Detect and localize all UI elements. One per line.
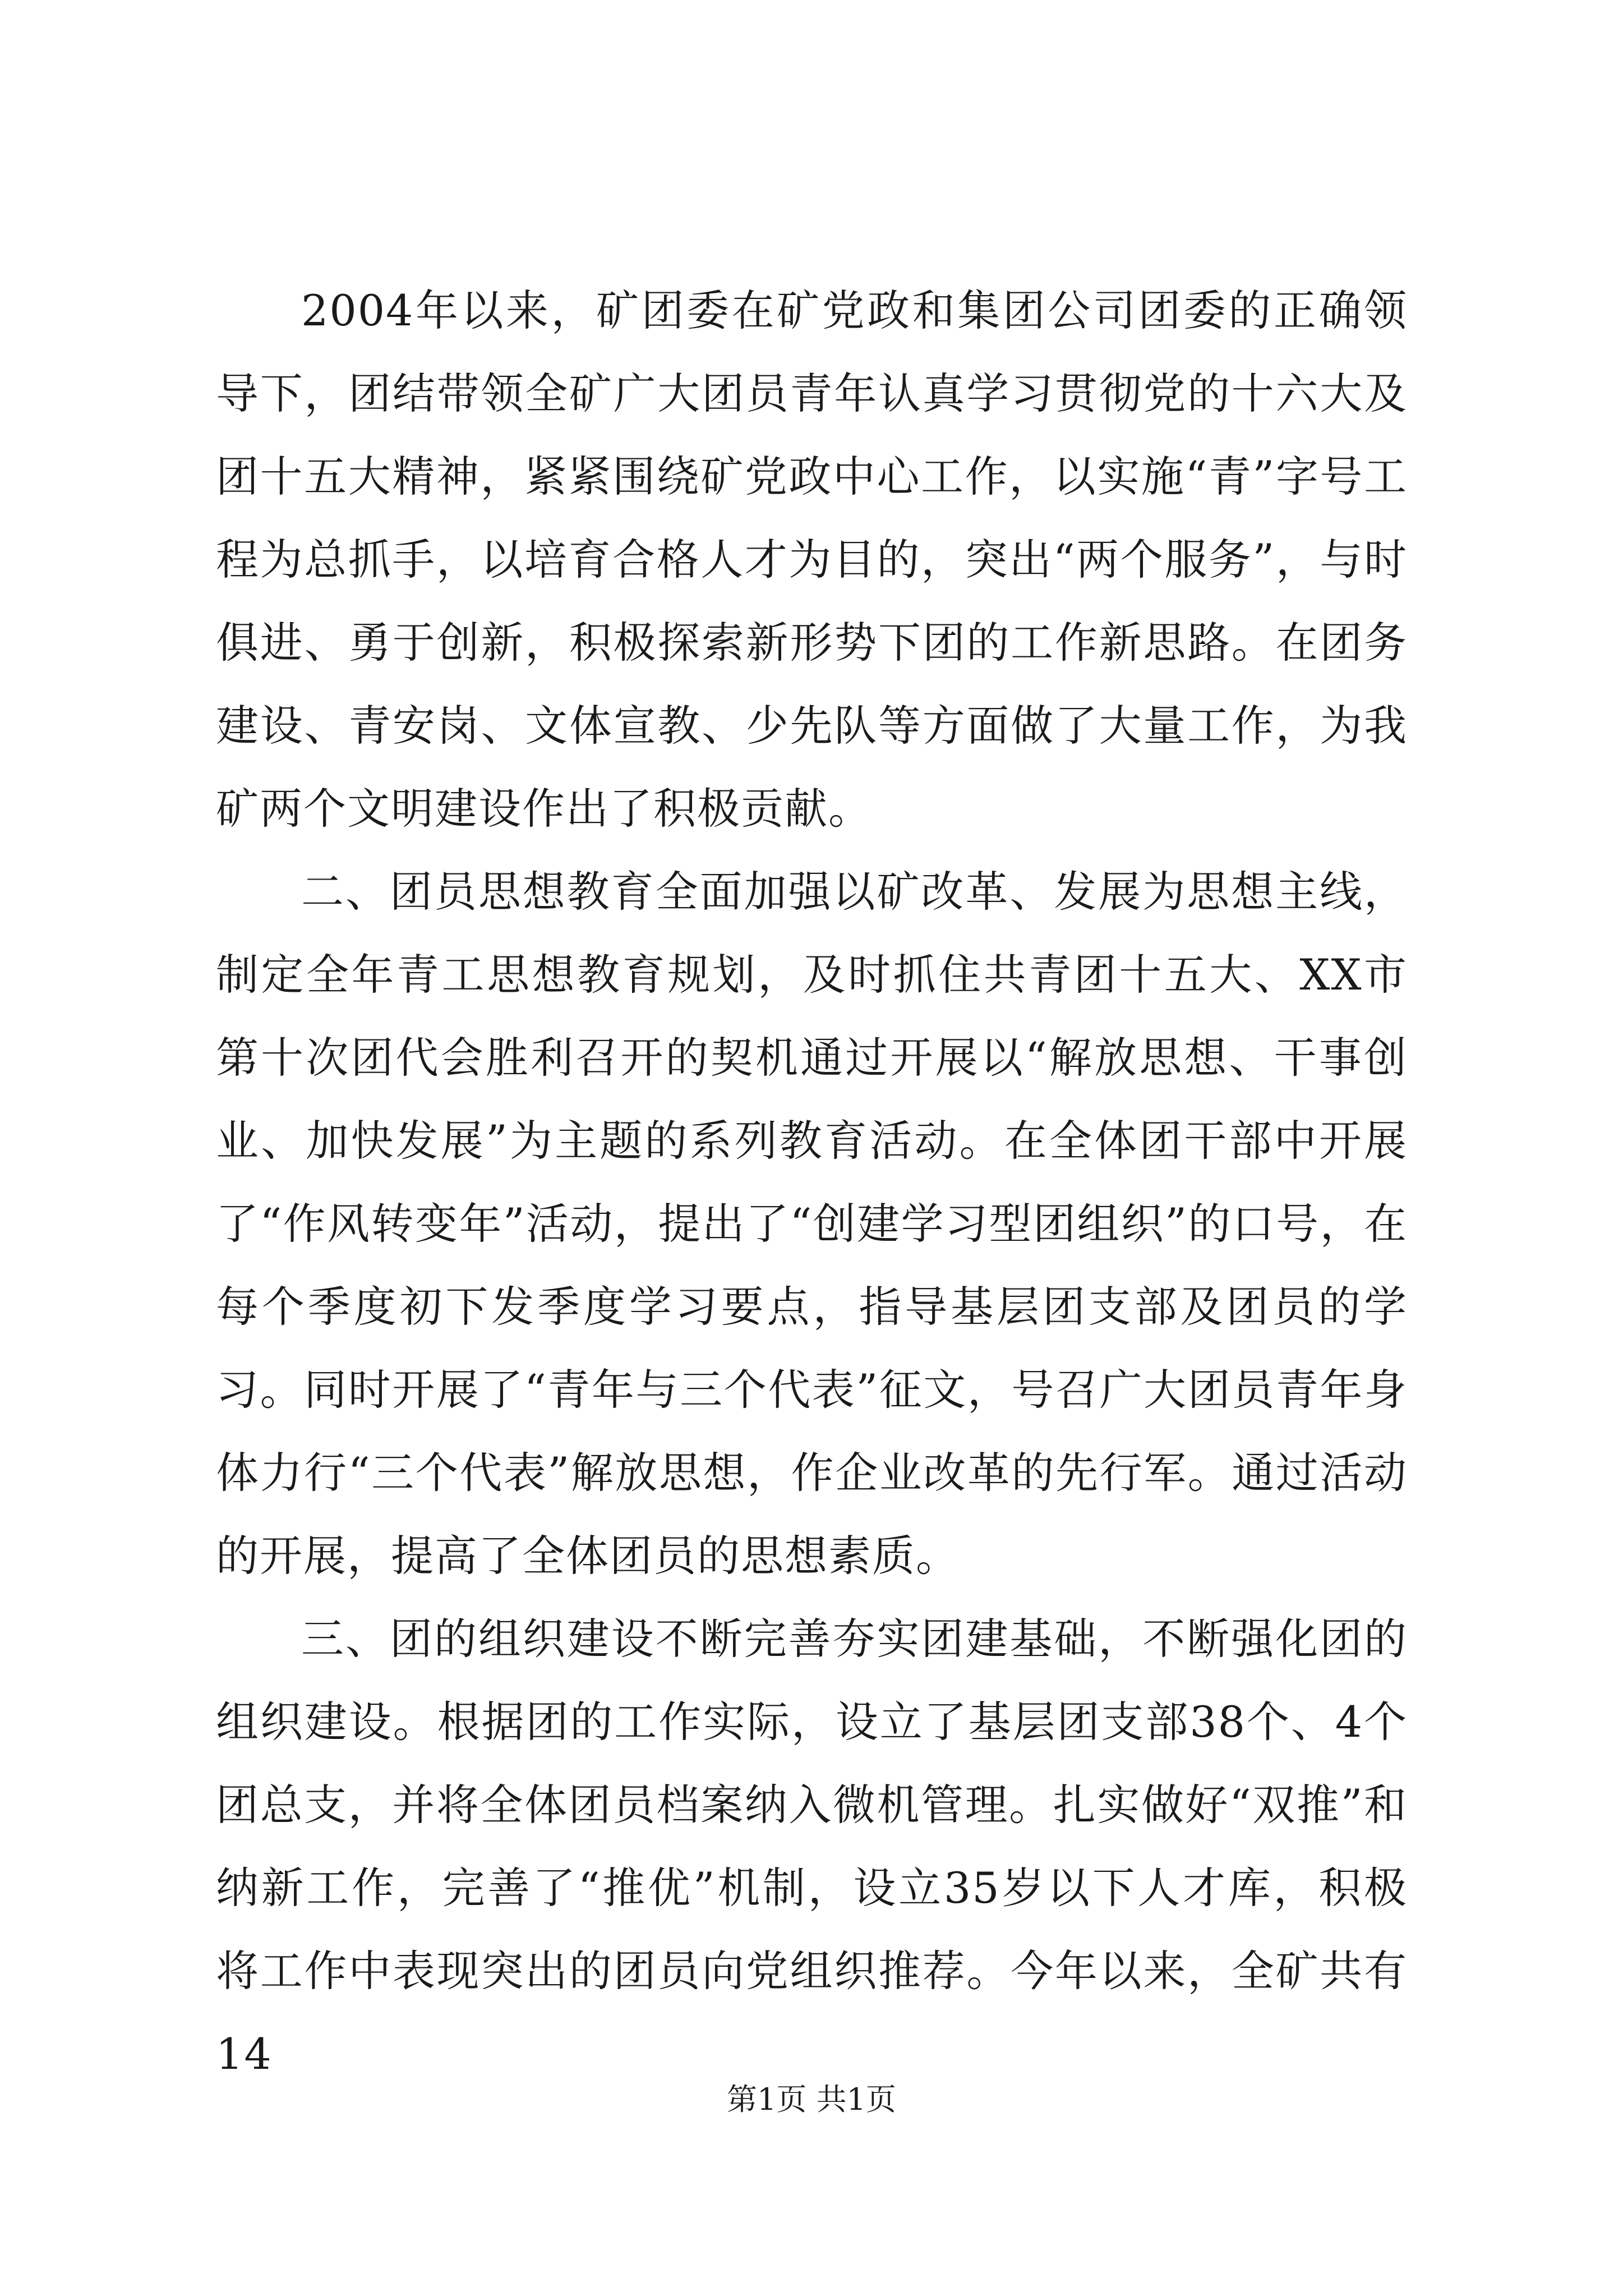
- paragraph-section-two: 二、团员思想教育全面加强以矿改革、发展为思想主线，制定全年青工思想教育规划，及时抓住共青团十五大、XX市第十次团代会胜利召开的契机通过开展以“解放思想、干事创业、加快发展”为主题的系列教育活动。在全体团干部中开展了“作风转变年”活动，提出了“创建学习型团组织”的口号，在每个季度初下发季度学习要点，指导基层团支部及团员的学习。同时开展了“青年与三个代表”征文，号召广大团员青年身体力行“三个代表”解放思想，作企业改革的先行军。通过活动的开展，提高了全体团员的思想素质。: [216, 867, 1408, 1581]
- paragraph-intro: 2004年以来，矿团委在矿党政和集团公司团委的正确领导下，团结带领全矿广大团员青年认真学习贯彻党的十六大及团十五大精神，紧紧围绕矿党政中心工作，以实施“青”字号工程为总抓手，以培育合格人才为目的，突出“两个服务”，与时俱进、勇于创新，积极探索新形势下团的工作新思路。在团务建设、青安岗、文体宣教、少先队等方面做了大量工作，为我矿两个文明建设作出了积极贡献。: [216, 286, 1408, 834]
- paragraph-section-three: 三、团的组织建设不断完善夯实团建基础，不断强化团的组织建设。根据团的工作实际，设立了基层团支部38个、4个团总支，并将全体团员档案纳入微机管理。扎实做好“双推”和纳新工作，完善了“推优”机制，设立35岁以下人才库，积极将工作中表现突出的团员向党组织推荐。今年以来，全矿共有14: [216, 1614, 1408, 2079]
- page-footer: 第1页 共1页: [727, 2082, 896, 2117]
- document-body: [216, 269, 1408, 2096]
